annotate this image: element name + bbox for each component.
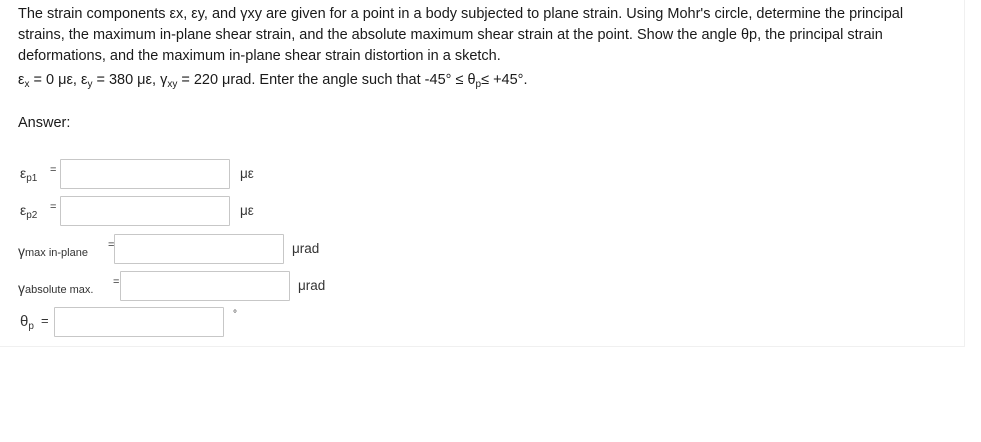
given-values [18, 70, 528, 95]
ep2-input[interactable] [60, 196, 230, 226]
answer-row-gamma-absolute-max [0, 271, 964, 301]
gamma-max-in-plane-unit: μrad [292, 241, 320, 256]
ep1-input[interactable] [60, 159, 230, 189]
ep1-subscript: p1 [26, 173, 38, 184]
question-text [18, 4, 953, 67]
answer-row-ep1 [0, 159, 964, 189]
ep2-label [20, 202, 37, 221]
gamma-absolute-max-subscript: absolute max. [25, 284, 94, 296]
epsilon-y-value: = 380 με, [92, 72, 161, 88]
epsilon-y-symbol: ε [80, 72, 88, 88]
ep1-equals: = [50, 164, 57, 176]
epsilon-x-symbol: ε [18, 72, 25, 88]
gamma-absolute-max-input[interactable] [120, 271, 290, 301]
ep2-equals: = [50, 201, 57, 213]
ep2-unit: με [240, 203, 254, 218]
angle-range-tail: ≤ +45°. [481, 72, 528, 88]
gamma-max-in-plane-label [18, 243, 88, 259]
answer-row-ep2 [0, 196, 964, 226]
gamma-absolute-max-label [18, 280, 93, 296]
answer-row-theta-p [0, 307, 964, 337]
theta-p-symbol: θ [20, 313, 29, 330]
ep1-symbol: ε [20, 165, 27, 181]
ep2-symbol: ε [20, 202, 27, 218]
answer-row-gamma-max-in-plane [0, 234, 964, 264]
theta-p-label [20, 313, 34, 332]
gamma-xy-subscript: xy [167, 79, 178, 90]
theta-p-equals: = [41, 313, 49, 328]
gamma-absolute-max-unit: μrad [298, 278, 326, 293]
gamma-max-in-plane-subscript: max in-plane [25, 247, 88, 259]
gamma-xy-symbol: γ [160, 72, 168, 88]
epsilon-x-value: = 0 με, [29, 72, 81, 88]
ep2-subscript: p2 [26, 210, 38, 221]
ep1-unit: με [240, 166, 254, 181]
theta-p-subscript: p [28, 321, 34, 332]
theta-p-subscript: p [475, 79, 482, 90]
gamma-xy-value: = 220 μrad. Enter the angle such that -45° ≤ θ [177, 72, 476, 88]
theta-p-unit: ° [233, 309, 237, 320]
gamma-max-in-plane-symbol: γ [18, 243, 25, 259]
ep1-label [20, 165, 37, 184]
answer-label: Answer: [18, 115, 71, 131]
gamma-absolute-max-symbol: γ [18, 280, 25, 296]
epsilon-y-subscript: y [87, 79, 93, 90]
question-statement: The strain components εx, εy, and γxy are given for a point in a body subjected to plane strain. Using Mohr's circle, determine the principal strains, the maximum in-plane shear strain, and the absolute maximum shear strain at the point. Show the angle θp, the principal strain deformations, and the maximum in-plane shear strain distortion in a sketch. [18, 6, 904, 64]
theta-p-input[interactable] [54, 307, 224, 337]
gamma-max-in-plane-equals: = [108, 239, 115, 251]
gamma-absolute-max-equals: = [113, 276, 120, 288]
epsilon-x-subscript: x [24, 79, 30, 90]
gamma-max-in-plane-input[interactable] [114, 234, 284, 264]
